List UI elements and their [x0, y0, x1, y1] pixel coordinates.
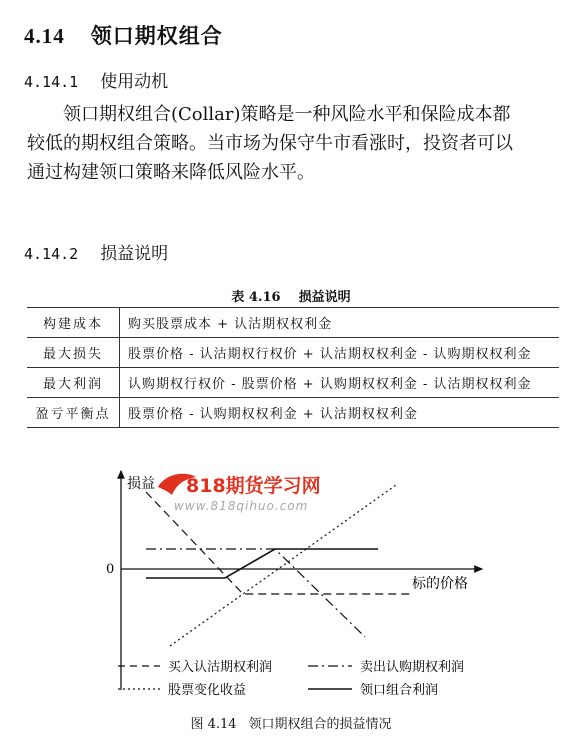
legend-label: 卖出认购期权利润 — [360, 660, 465, 675]
x-axis-label: 标的价格 — [412, 576, 468, 592]
section-heading-pnl — [24, 239, 168, 264]
watermark-title: 818期货学习网 — [186, 475, 321, 497]
section-number: 4.14.2 — [24, 245, 79, 263]
row-label: 盈亏平衡点 — [27, 398, 120, 428]
watermark-logo — [158, 474, 321, 513]
table-row — [27, 338, 559, 368]
watermark-url: www.818qihuo.com — [174, 499, 309, 513]
row-value: 认购期权行权价 - 股票价格 + 认购期权权利金 - 认沽期权权利金 — [120, 368, 560, 398]
figure-caption-number: 图 4.14 — [190, 717, 237, 732]
table-caption — [0, 286, 582, 305]
motivation-paragraph — [27, 100, 567, 187]
paragraph-line: 领口期权组合(Collar)策略是一种风险水平和保险成本都 — [63, 104, 511, 125]
row-value: 股票价格 - 认购期权权利金 + 认沽期权权利金 — [120, 398, 560, 428]
table-caption-number: 表 4.16 — [231, 290, 281, 305]
table-caption-title: 损益说明 — [298, 290, 351, 305]
origin-label: 0 — [106, 562, 115, 577]
paragraph-line: 通过构建领口策略来降低风险水平。 — [27, 162, 315, 183]
heading-title: 领口期权组合 — [90, 23, 223, 48]
legend-label: 领口组合利润 — [360, 683, 439, 698]
table-row — [27, 308, 559, 338]
section-title: 损益说明 — [100, 244, 169, 264]
pnl-table — [27, 307, 559, 428]
collar-payoff-line — [146, 549, 378, 578]
table-row — [27, 368, 559, 398]
chapter-heading — [24, 20, 223, 50]
table-row — [27, 398, 559, 428]
row-value: 购买股票成本 + 认沽期权权利金 — [120, 308, 560, 338]
chart-legend — [112, 656, 482, 700]
figure-caption-title: 领口期权组合的损益情况 — [248, 717, 392, 732]
row-value: 股票价格 - 认沽期权行权价 + 认沽期权权利金 - 认购期权权利金 — [120, 338, 560, 368]
row-label: 最大利润 — [27, 368, 120, 398]
section-title: 使用动机 — [100, 72, 169, 92]
legend-label: 股票变化收益 — [168, 683, 247, 698]
short-call-payoff-line — [146, 549, 365, 637]
legend-label: 买入认沽期权利润 — [168, 660, 273, 675]
figure-caption — [0, 713, 582, 732]
row-label: 构建成本 — [27, 308, 120, 338]
y-axis-label: 损益 — [127, 476, 155, 492]
section-heading-motivation — [24, 67, 168, 92]
section-number: 4.14.1 — [24, 73, 79, 91]
paragraph-line: 较低的期权组合策略。当市场为保守牛市看涨时，投资者可以 — [27, 133, 513, 154]
heading-number: 4.14 — [24, 24, 65, 48]
row-label: 最大损失 — [27, 338, 120, 368]
